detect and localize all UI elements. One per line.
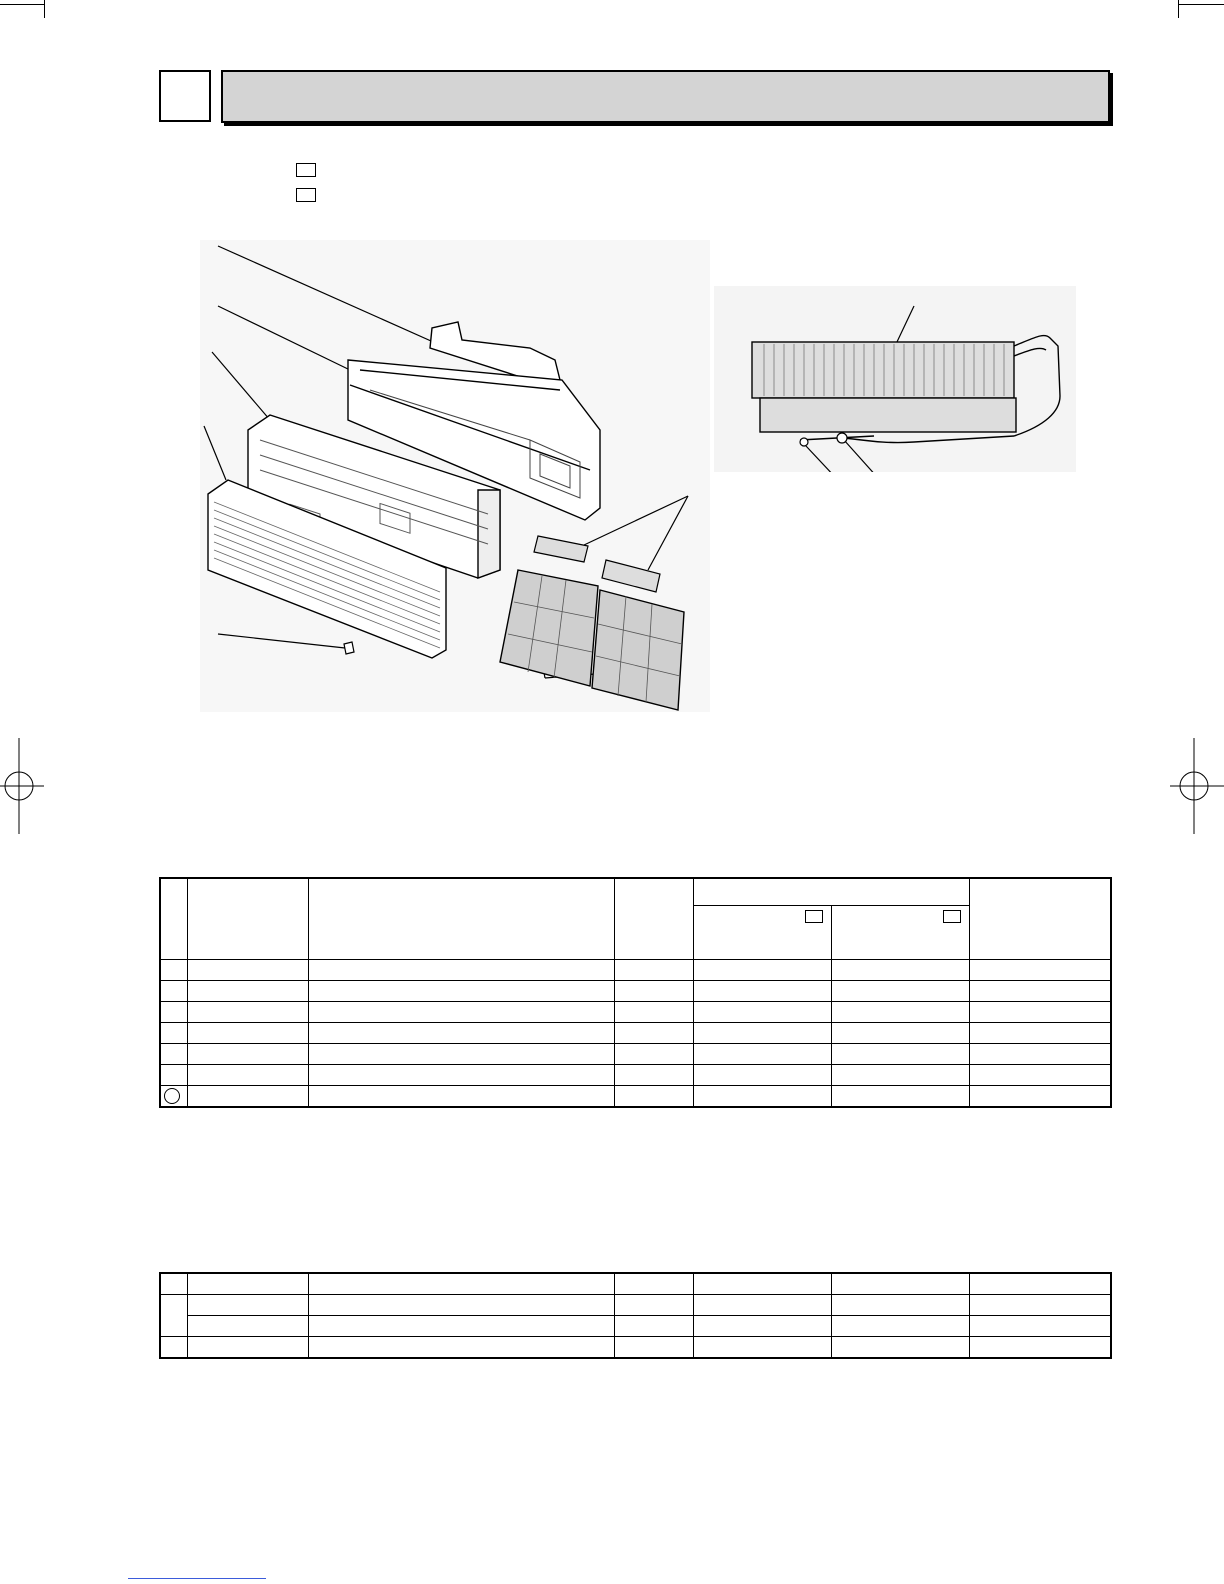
model-1-box bbox=[805, 910, 823, 923]
table-row bbox=[160, 1065, 1111, 1086]
table-cell bbox=[614, 981, 693, 1002]
table-cell bbox=[308, 1295, 614, 1316]
table-header-row bbox=[160, 878, 1111, 906]
table-cell bbox=[614, 1065, 693, 1086]
table-cell bbox=[831, 1316, 969, 1337]
table-cell bbox=[187, 1002, 308, 1023]
table-cell bbox=[693, 1023, 831, 1044]
model-2-box bbox=[943, 910, 961, 923]
header-no bbox=[160, 878, 187, 960]
table-cell bbox=[614, 1044, 693, 1065]
table-row bbox=[160, 1337, 1111, 1359]
header-remarks bbox=[969, 878, 1111, 960]
table-cell bbox=[831, 1086, 969, 1108]
table-cell bbox=[693, 1086, 831, 1108]
table-cell bbox=[187, 1044, 308, 1065]
table-cell bbox=[693, 1337, 831, 1359]
circled-no-cell bbox=[160, 1086, 187, 1108]
table-cell bbox=[614, 1002, 693, 1023]
table-cell bbox=[831, 1044, 969, 1065]
table-cell bbox=[160, 1337, 187, 1359]
crop-mark bbox=[44, 0, 45, 18]
table-cell bbox=[308, 1086, 614, 1108]
table-cell bbox=[693, 1065, 831, 1086]
table-cell bbox=[614, 1023, 693, 1044]
table-cell bbox=[160, 1044, 187, 1065]
table-cell bbox=[160, 1065, 187, 1086]
table-cell bbox=[308, 1273, 614, 1295]
header-model-1 bbox=[693, 906, 831, 960]
table-row bbox=[160, 1002, 1111, 1023]
table-cell bbox=[969, 1044, 1111, 1065]
table-cell bbox=[693, 1273, 831, 1295]
crop-mark bbox=[0, 4, 44, 5]
section-number-box bbox=[159, 70, 211, 122]
table-cell bbox=[187, 1065, 308, 1086]
header-model-2 bbox=[831, 906, 969, 960]
table-cell bbox=[969, 1273, 1111, 1295]
legend-box-1 bbox=[296, 163, 316, 177]
table-cell bbox=[693, 960, 831, 981]
header-part-name bbox=[308, 878, 614, 960]
table-cell bbox=[693, 1316, 831, 1337]
header-symbol bbox=[614, 878, 693, 960]
crop-mark bbox=[1178, 4, 1224, 5]
table-cell bbox=[160, 1273, 187, 1295]
table-cell bbox=[160, 1295, 187, 1337]
table-cell bbox=[831, 981, 969, 1002]
air-filter-right bbox=[592, 590, 684, 710]
table-cell bbox=[308, 1044, 614, 1065]
small-clip bbox=[344, 642, 354, 654]
table-cell bbox=[969, 1023, 1111, 1044]
table-cell bbox=[969, 1337, 1111, 1359]
table-cell bbox=[969, 1316, 1111, 1337]
circle-marker bbox=[164, 1088, 180, 1104]
legend-box-2 bbox=[296, 188, 316, 202]
table-cell bbox=[831, 1295, 969, 1316]
registration-mark-right bbox=[1170, 738, 1224, 834]
table-cell bbox=[187, 981, 308, 1002]
table-cell bbox=[308, 1023, 614, 1044]
registration-mark-left bbox=[0, 738, 44, 834]
header-part-no bbox=[187, 878, 308, 960]
table-cell bbox=[969, 1295, 1111, 1316]
table-cell bbox=[969, 1002, 1111, 1023]
table-row bbox=[160, 1295, 1111, 1316]
table-cell bbox=[187, 1316, 308, 1337]
table-cell bbox=[969, 1065, 1111, 1086]
table-cell bbox=[969, 981, 1111, 1002]
parts-table bbox=[159, 877, 1112, 1108]
table-cell bbox=[308, 1316, 614, 1337]
table-cell bbox=[693, 1295, 831, 1316]
table-cell bbox=[187, 1023, 308, 1044]
table-cell bbox=[969, 960, 1111, 981]
indoor-unit-exploded-drawing bbox=[200, 240, 710, 712]
table-cell bbox=[693, 981, 831, 1002]
table-cell bbox=[831, 1002, 969, 1023]
table-cell bbox=[831, 1273, 969, 1295]
table-row bbox=[160, 960, 1111, 981]
table-row bbox=[160, 1273, 1111, 1295]
table-cell bbox=[187, 1295, 308, 1316]
table-cell bbox=[160, 981, 187, 1002]
table-cell bbox=[614, 1316, 693, 1337]
table-row bbox=[160, 1086, 1111, 1108]
table-row bbox=[160, 1044, 1111, 1065]
footer-link-underline[interactable] bbox=[128, 1578, 266, 1579]
header-quantity bbox=[693, 878, 969, 906]
table-cell bbox=[831, 1023, 969, 1044]
table-cell bbox=[187, 1337, 308, 1359]
table-cell bbox=[831, 1337, 969, 1359]
table-cell bbox=[308, 981, 614, 1002]
table-cell bbox=[693, 1002, 831, 1023]
table-cell bbox=[160, 1023, 187, 1044]
table-cell bbox=[308, 1337, 614, 1359]
table-cell bbox=[308, 1002, 614, 1023]
table-row bbox=[160, 981, 1111, 1002]
table-cell bbox=[614, 1295, 693, 1316]
table-cell bbox=[160, 960, 187, 981]
table-cell bbox=[693, 1044, 831, 1065]
parts-table-2 bbox=[159, 1272, 1112, 1359]
table-cell bbox=[187, 1273, 308, 1295]
table-cell bbox=[160, 1002, 187, 1023]
table-cell bbox=[614, 960, 693, 981]
table-cell bbox=[308, 960, 614, 981]
table-cell bbox=[614, 1086, 693, 1108]
table-cell bbox=[614, 1337, 693, 1359]
heat-exchanger-drawing bbox=[714, 286, 1076, 472]
table-cell bbox=[187, 1086, 308, 1108]
table-cell bbox=[614, 1273, 693, 1295]
table-row bbox=[160, 1316, 1111, 1337]
table-cell bbox=[831, 960, 969, 981]
table-cell bbox=[187, 960, 308, 981]
table-cell bbox=[969, 1086, 1111, 1108]
table-cell bbox=[308, 1065, 614, 1086]
crop-mark bbox=[1178, 0, 1179, 18]
table-row bbox=[160, 1023, 1111, 1044]
section-title-bar bbox=[221, 70, 1110, 123]
table-cell bbox=[831, 1065, 969, 1086]
